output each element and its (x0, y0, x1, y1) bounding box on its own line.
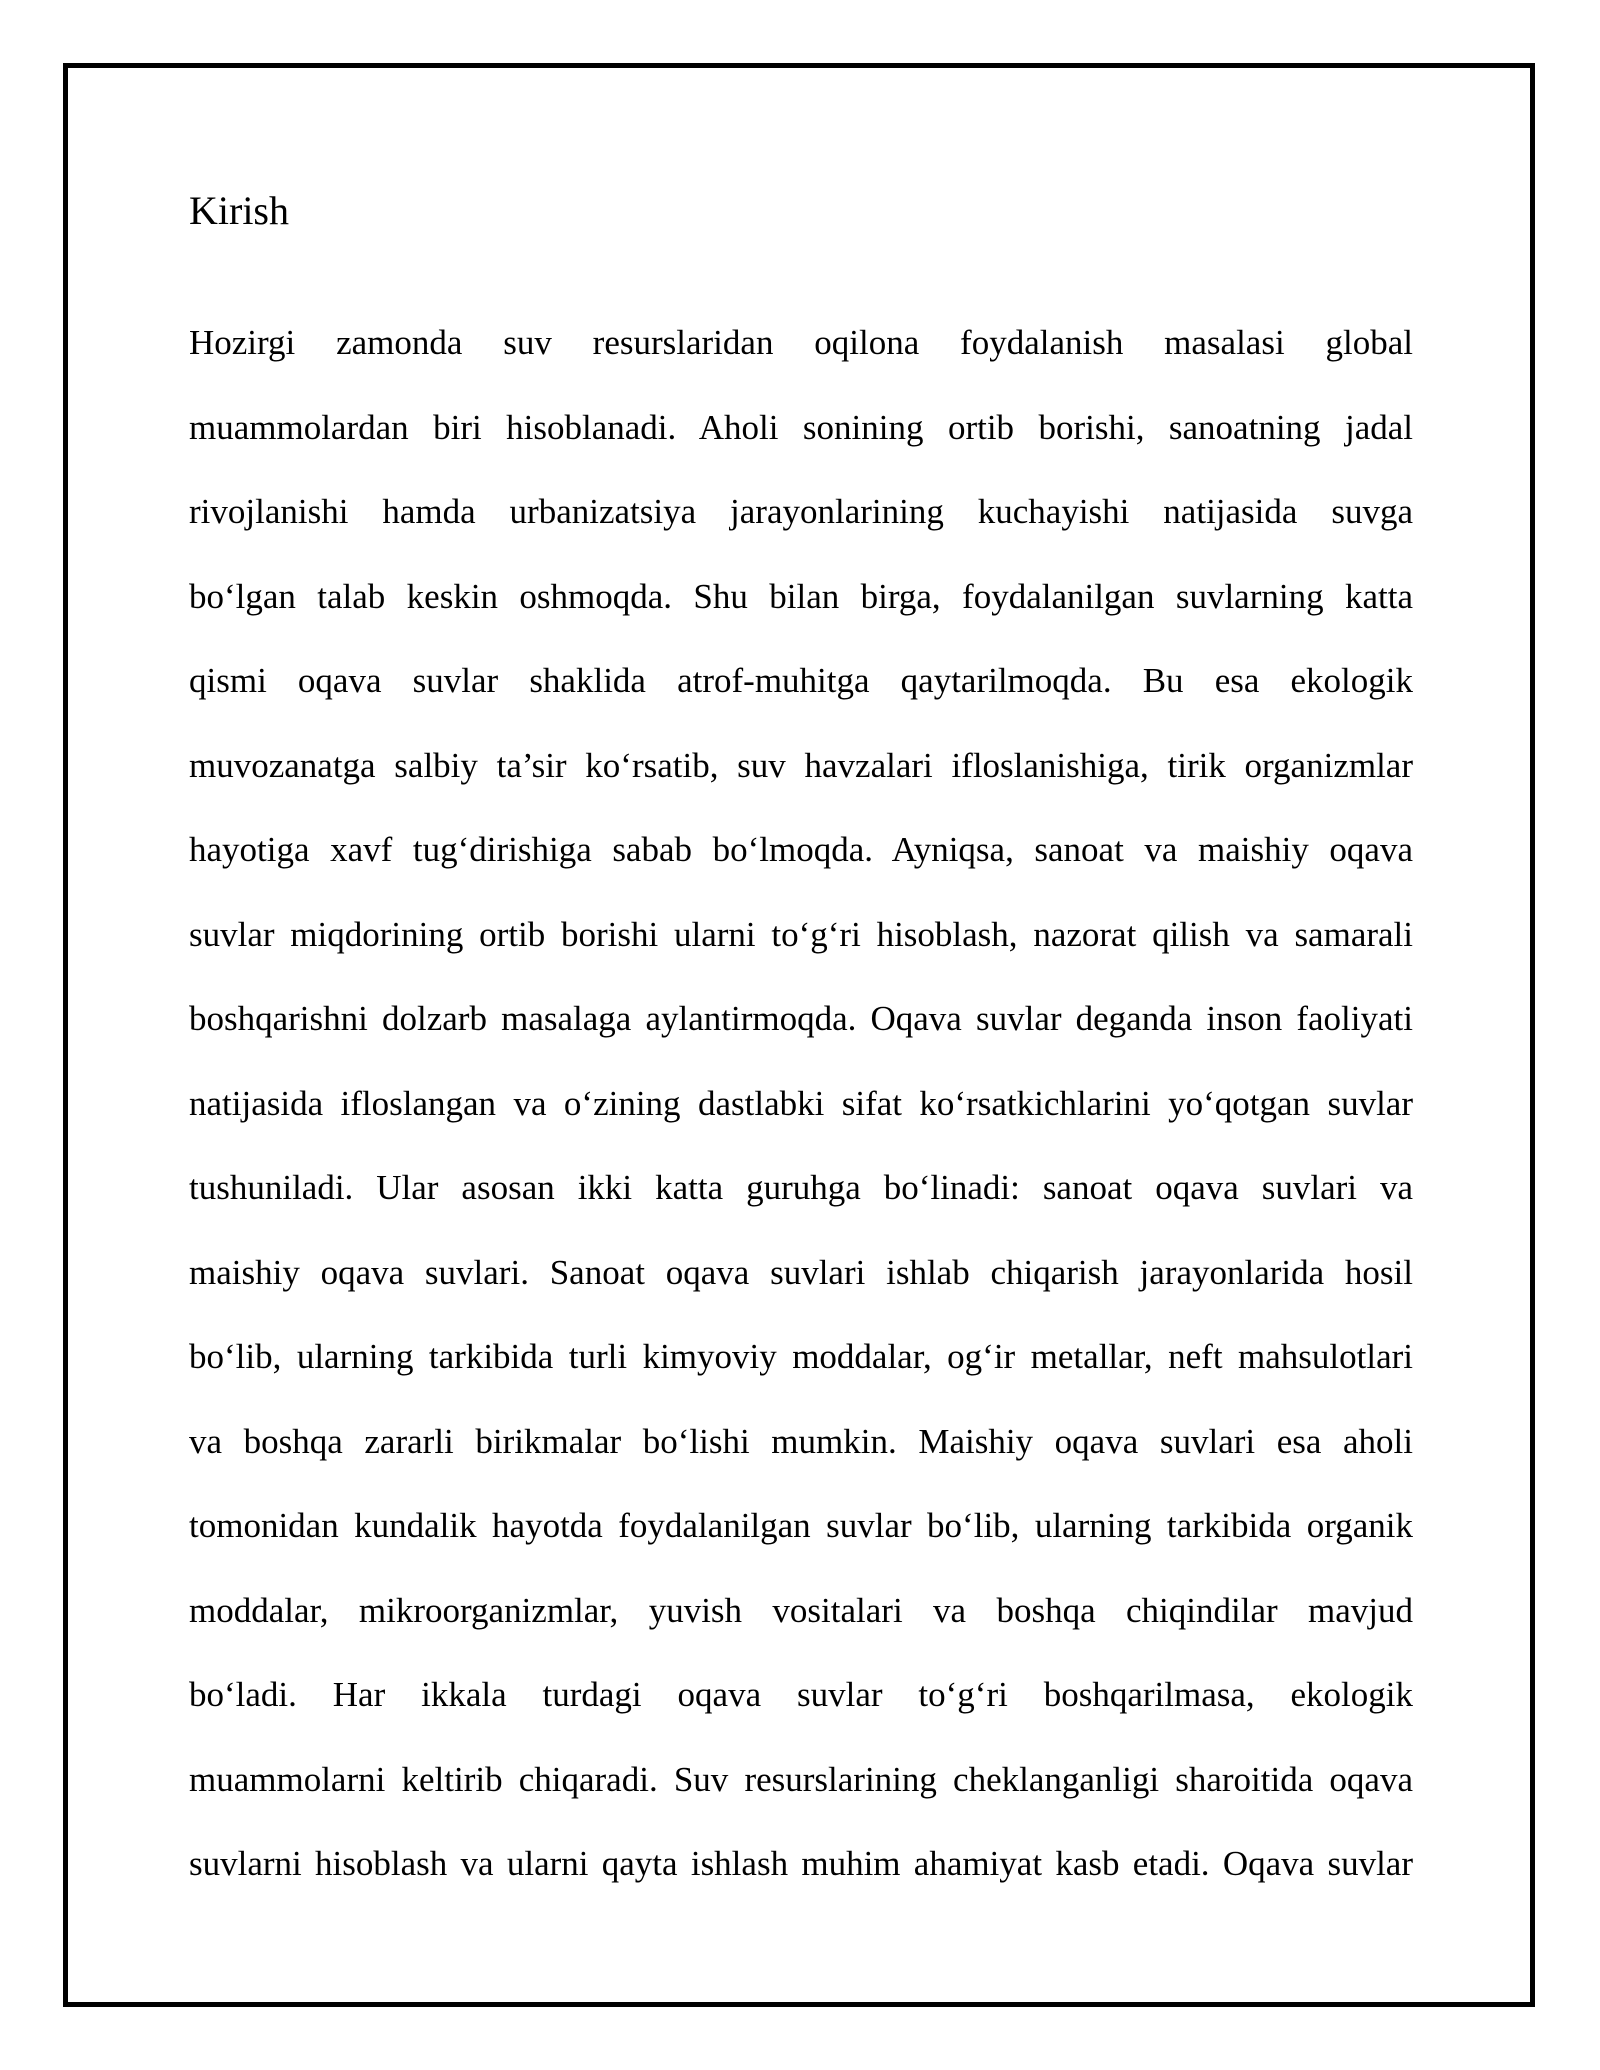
paragraph-line: bo‘lgan talab keskin oshmoqda. Shu bilan birga, foydalanilgan suvlarning katta (189, 576, 1413, 616)
section-heading: Kirish (189, 188, 289, 233)
paragraph-line: muammolarni keltirib chiqaradi. Suv resurslarining cheklanganligi sharoitida oqava (189, 1759, 1413, 1799)
paragraph-line: rivojlanishi hamda urbanizatsiya jarayonlarining kuchayishi natijasida suvga (189, 492, 1413, 531)
paragraph-line: Hozirgi zamonda suv resurslaridan oqilona foydalanish masalasi global (189, 323, 1413, 362)
paragraph-line: moddalar, mikroorganizmlar, yuvish vositalari va boshqa chiqindilar mavjud (189, 1590, 1413, 1630)
paragraph-line: boshqarishni dolzarb masalaga aylantirmoqda. Oqava suvlar deganda inson faoliyati (189, 999, 1413, 1038)
paragraph-line: muvozanatga salbiy ta’sir ko‘rsatib, suv havzalari ifloslanishiga, tirik organizmlar (189, 745, 1413, 785)
paragraph-line: suvlar miqdorining ortib borishi ularni to‘g‘ri hisoblash, nazorat qilish va samarali (189, 914, 1413, 954)
paragraph-line: tomonidan kundalik hayotda foydalanilgan suvlar bo‘lib, ularning tarkibida organik (189, 1506, 1413, 1545)
paragraph-line: bo‘ladi. Har ikkala turdagi oqava suvlar to‘g‘ri boshqarilmasa, ekologik (189, 1675, 1413, 1714)
paragraph-line: natijasida ifloslangan va o‘zining dastlabki sifat ko‘rsatkichlarini yo‘qotgan suvlar (189, 1083, 1413, 1123)
paragraph-line: bo‘lib, ularning tarkibida turli kimyoviy moddalar, og‘ir metallar, neft mahsulotlari (189, 1337, 1413, 1376)
paragraph-line: tushuniladi. Ular asosan ikki katta guruhga bo‘linadi: sanoat oqava suvlari va (189, 1168, 1413, 1207)
paragraph-line: va boshqa zararli birikmalar bo‘lishi mumkin. Maishiy oqava suvlari esa aholi (189, 1421, 1413, 1461)
paragraph-line: hayotiga xavf tug‘dirishiga sabab bo‘lmoqda. Ayniqsa, sanoat va maishiy oqava (189, 830, 1413, 869)
paragraph-line: muammolardan biri hisoblanadi. Aholi sonining ortib borishi, sanoatning jadal (189, 407, 1413, 447)
paragraph-line: suvlarni hisoblash va ularni qayta ishlash muhim ahamiyat kasb etadi. Oqava suvlar (189, 1844, 1413, 1883)
paragraph-line: maishiy oqava suvlari. Sanoat oqava suvlari ishlab chiqarish jarayonlarida hosil (189, 1252, 1413, 1292)
body-paragraph (189, 311, 1413, 1917)
paragraph-line: qismi oqava suvlar shaklida atrof-muhitga qaytarilmoqda. Bu esa ekologik (189, 661, 1413, 700)
